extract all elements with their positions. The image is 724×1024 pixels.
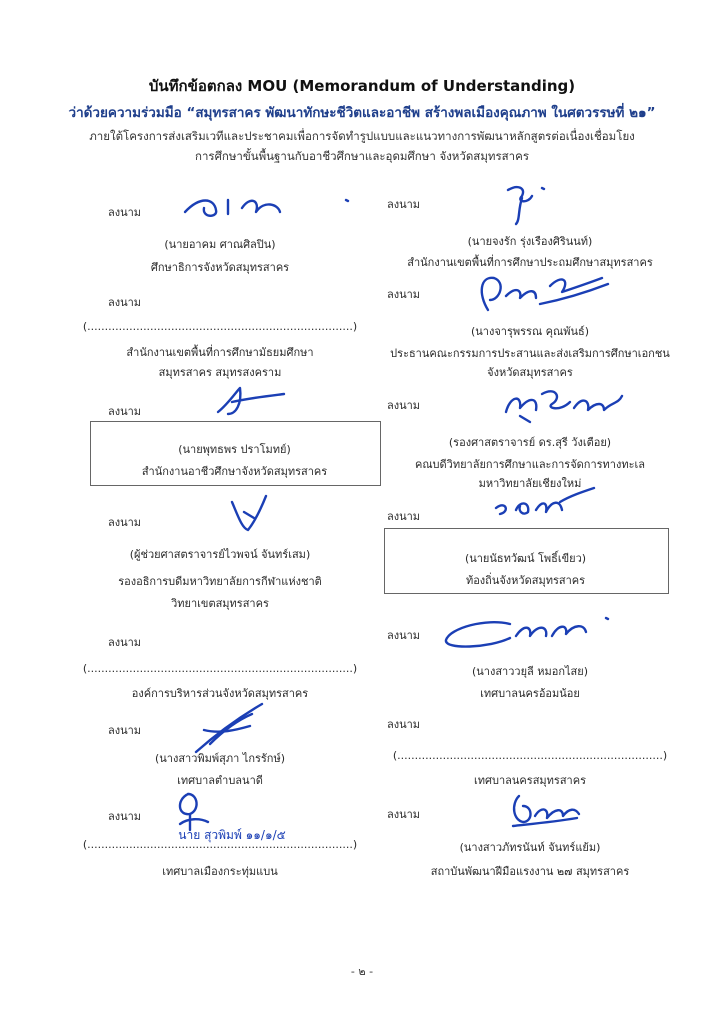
- sign-label: ลงนาม: [387, 808, 421, 821]
- signatory-organization: เทศบาลเมืองกระทุ่มแบน: [162, 865, 278, 878]
- signatory-name: (นางสาววยุลี หมอกไสย): [471, 665, 589, 678]
- sign-label: ลงนาม: [387, 399, 421, 412]
- sign-label: ลงนาม: [108, 810, 142, 823]
- page-number: - ๒ -: [350, 965, 374, 978]
- signatory-organization: ท้องถิ่นจังหวัดสมุทรสาคร: [465, 574, 586, 587]
- document-description-line-1: ภายใต้โครงการส่งเสริมเวทีและประชาคมเพื่อการจัดทำรูปแบบและแนวทางการพัฒนาหลักสูตรต่อเนื่องเชื่อมโยง: [89, 129, 635, 143]
- signatory-organization: เทศบาลนครสมุทรสาคร: [474, 774, 586, 787]
- sign-label: ลงนาม: [108, 405, 142, 418]
- signatory-name: (รองศาสตราจารย์ ดร.สุรี วังเตือย): [448, 436, 612, 449]
- signatory-name-blank: (............................................................................): [82, 662, 358, 675]
- signatory-name: (นายพุทธพร ปราโมทย์): [178, 443, 291, 456]
- signatory-name-blank: (............................................................................): [392, 749, 668, 762]
- handwritten-signature: [210, 384, 290, 418]
- signatory-organization-line-2: มหาวิทยาลัยเชียงใหม่: [478, 477, 582, 490]
- sign-label: ลงนาม: [387, 198, 421, 211]
- signatory-organization: ประธานคณะกรรมการประสานและส่งเสริมการศึกษาเอกชน: [390, 347, 670, 360]
- handwritten-signature: [500, 382, 630, 426]
- document-description-line-2: การศึกษาขั้นพื้นฐานกับอาชีวศึกษาและอุดมศึกษา จังหวัดสมุทรสาคร: [194, 149, 530, 163]
- sign-label: ลงนาม: [108, 636, 142, 649]
- handwritten-signature: [440, 610, 620, 652]
- handwritten-signature: [470, 270, 615, 316]
- signatory-name: (นายจงรัก รุ่งเรืองศิรินนท์): [467, 235, 593, 248]
- signatory-name: (นางจารุพรรณ คุณพันธ์): [471, 325, 589, 338]
- signatory-name: (นายนัธทวัฒน์ โพธิ์เขียว): [464, 552, 587, 565]
- signatory-organization: องค์การบริหารส่วนจังหวัดสมุทรสาคร: [131, 687, 309, 700]
- signatory-organization: เทศบาลตำบลนาดี: [177, 774, 263, 787]
- handwritten-signature: [505, 790, 585, 834]
- signatory-name-blank: (............................................................................): [82, 838, 358, 851]
- signatory-organization-line-2: วิทยาเขตสมุทรสาคร: [171, 597, 269, 610]
- signatory-organization: คณบดีวิทยาลัยการศึกษาและการจัดการทางทะเล: [414, 458, 646, 471]
- signatory-name: (นายอาคม ศาณศิลปิน): [164, 238, 276, 251]
- sign-label: ลงนาม: [108, 206, 142, 219]
- signatory-name: (นางสาวภัทรนันท์ จันทร์แย้ม): [459, 841, 601, 854]
- sign-label: ลงนาม: [108, 724, 142, 737]
- signatory-organization-line-2: จังหวัดสมุทรสาคร: [487, 366, 573, 379]
- sign-label: ลงนาม: [387, 510, 421, 523]
- sign-label: ลงนาม: [387, 718, 421, 731]
- sign-label: ลงนาม: [387, 288, 421, 301]
- document-subtitle: ว่าด้วยความร่วมมือ “สมุทรสาคร พัฒนาทักษะชีวิตและอาชีพ สร้างพลเมืองคุณภาพ ในศตวรรษที่ ๒๑”: [68, 105, 656, 121]
- sign-label: ลงนาม: [108, 516, 142, 529]
- signatory-organization: สถาบันพัฒนาฝีมือแรงงาน ๒๗ สมุทรสาคร: [430, 865, 630, 878]
- signatory-name: (นางสาวพิมพ์สุภา ไกรรักษ์): [154, 752, 286, 765]
- signatory-organization: เทศบาลนครอ้อมน้อย: [480, 687, 580, 700]
- signatory-organization: รองอธิการบดีมหาวิทยาลัยการกีฬาแห่งชาติ: [118, 575, 322, 588]
- handwritten-signature: [180, 190, 360, 222]
- sign-label: ลงนาม: [387, 629, 421, 642]
- handwritten-annotation: นาย สุวพิมพ์ ๑๑/๑/๕: [178, 828, 286, 842]
- sign-label: ลงนาม: [108, 296, 142, 309]
- handwritten-signature: [498, 180, 558, 226]
- signatory-name-blank: (............................................................................): [82, 320, 358, 333]
- signatory-organization: สำนักงานเขตพื้นที่การศึกษาประถมศึกษาสมุทรสาคร: [407, 256, 653, 269]
- document-title: บันทึกข้อตกลง MOU (Memorandum of Understanding): [148, 77, 576, 95]
- signatory-name: (ผู้ช่วยศาสตราจารย์ไวพจน์ จันทร์เสม): [129, 548, 311, 561]
- signatory-organization-line-2: สมุทรสาคร สมุทรสงคราม: [158, 366, 282, 379]
- signatory-organization: สำนักงานอาชีวศึกษาจังหวัดสมุทรสาคร: [141, 465, 328, 478]
- handwritten-signature: [490, 486, 600, 522]
- signatory-organization: ศึกษาธิการจังหวัดสมุทรสาคร: [150, 261, 290, 274]
- signatory-organization: สำนักงานเขตพื้นที่การศึกษามัธยมศึกษา: [126, 346, 314, 359]
- handwritten-signature: [226, 492, 276, 536]
